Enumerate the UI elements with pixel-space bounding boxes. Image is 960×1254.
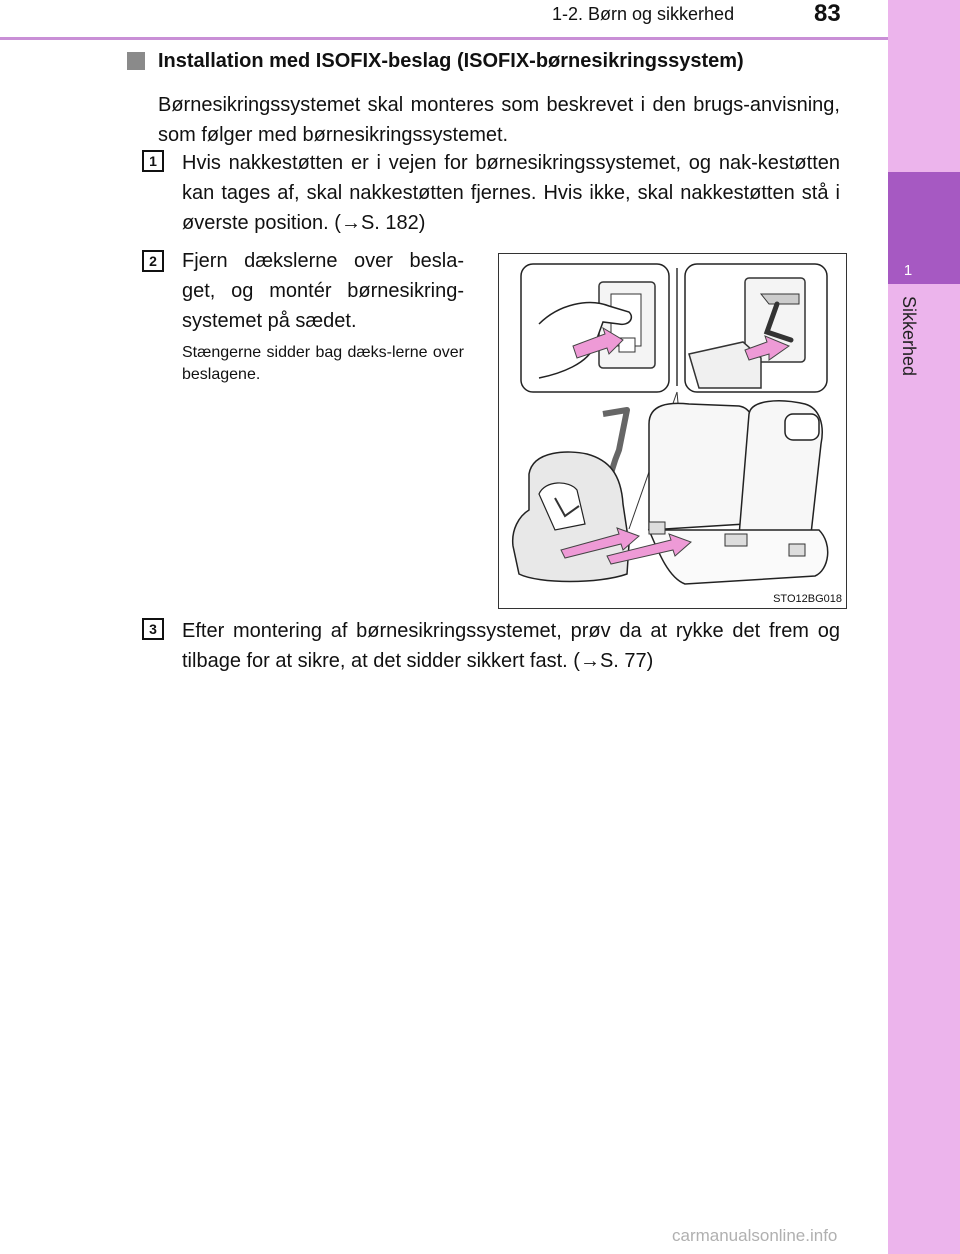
step-badge-2: 2 (142, 250, 164, 272)
header-rule (0, 37, 888, 40)
chapter-label: Sikkerhed (899, 296, 919, 377)
heading-bullet-icon (127, 52, 145, 70)
watermark: carmanualsonline.info (672, 1226, 838, 1245)
step-badge-3: 3 (142, 618, 164, 640)
intro-paragraph: Børnesikringssystemet skal monteres som beskrevet i den brugs-anvisning, som følger med børnesikringssystemet. (158, 94, 840, 146)
step-3-text: Efter montering af børnesikringssystemet, prøv da at rykke det frem og tilbage for at sikre, at det sidder sikkert fast. (→S. 77) (182, 620, 840, 672)
isofix-illustration (498, 253, 847, 609)
headrest (785, 414, 819, 440)
rear-seatback-left (649, 403, 753, 530)
step-2-text: Fjern dækslerne over besla-get, og montér børnesikring-systemet på sædet. (182, 250, 464, 332)
chapter-number: 1 (903, 262, 913, 279)
section-heading: Installation med ISOFIX-beslag (ISOFIX-børnesikringssystem) (158, 50, 744, 72)
isofix-illustration-drawing (499, 254, 846, 608)
step-badge-1: 1 (142, 150, 164, 172)
figure-code: STO12BG018 (773, 593, 842, 605)
isofix-anchor-icon (725, 534, 747, 546)
step-1-text: Hvis nakkestøtten er i vejen for børnesikringssystemet, og nak-kestøtten kan tages af, skal nakkestøtten fjernes. Hvis ikke, skal nakkestøtten stå i øverste position. (→S. 182) (182, 152, 840, 234)
page-number: 83 (814, 0, 841, 27)
section-title: 1-2. Børn og sikkerhed (552, 4, 735, 24)
step-2-note: Stængerne sidder bag dæks-lerne over beslagene. (182, 344, 464, 383)
